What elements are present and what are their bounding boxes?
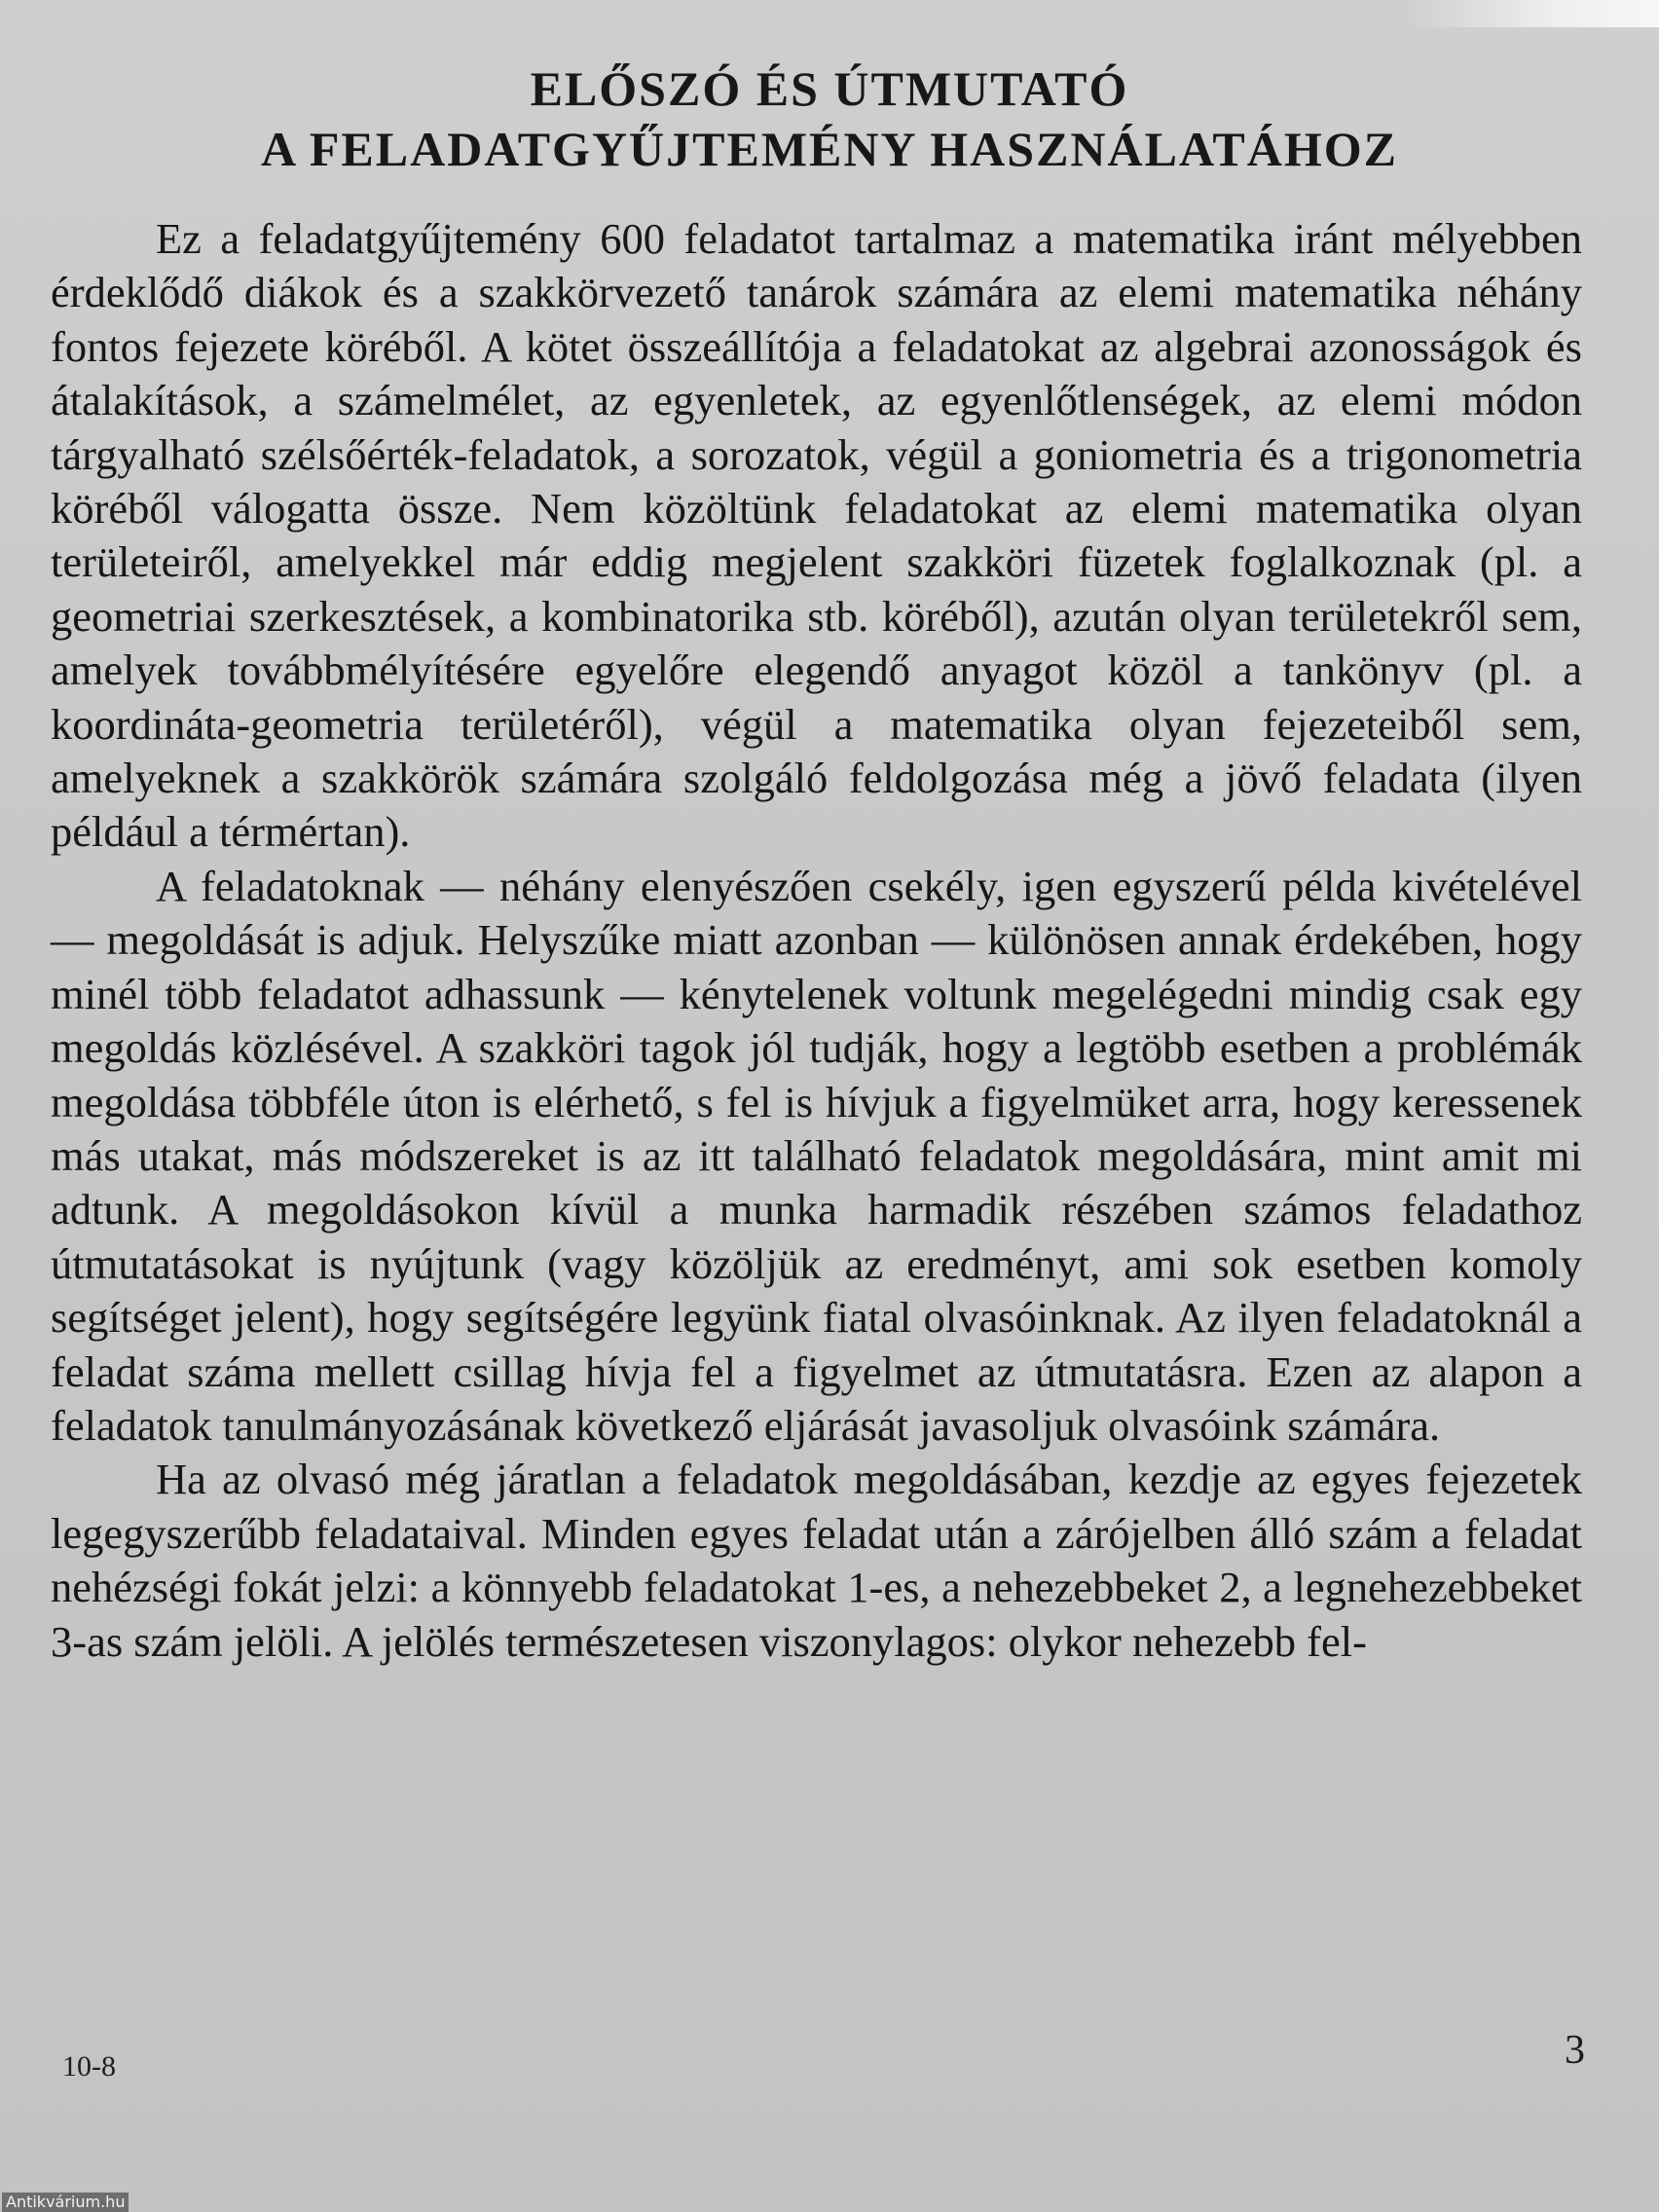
paragraph-3: Ha az olvasó még járatlan a feladatok megoldásában, kezdje az egyes fejezetek legegyszerűbb feladataival. Minden egyes feladat után a zárójelben álló szám a feladat nehézségi fokát jelzi: a könnyebb feladatokat 1-es, a nehezebbeket 2, a legnehezebbeket 3-as szám jelöli. A jelölés természetesen viszonylagos: olykor nehezebb fel- bbox=[51, 1455, 1582, 1666]
page-corner-highlight bbox=[1406, 0, 1659, 27]
printer-signature: 10-8 bbox=[62, 2050, 116, 2083]
paragraph-2: A feladatoknak — néhány elenyészően csekély, igen egyszerű példa kivételével — megoldását is adjuk. Helyszűke miatt azonban — különösen annak érdekében, hogy minél több feladatot adhassunk — kénytelenek voltunk megelégedni mindig csak egy megoldás közlésével. A szakköri tagok jól tudják, hogy a legtöbb esetben a problémák megoldása többféle úton is elérhető, s fel is hívjuk a figyelmüket arra, hogy keressenek más utakat, más módszereket is az itt található feladatok megoldására, mint amit mi adtunk. A megoldásokon kívül a munka harmadik részében számos feladathoz útmutatásokat is nyújtunk (vagy közöljük az eredményt, ami sok esetben komoly segítséget jelent), hogy segítségére legyünk fiatal olvasóinknak. Az ilyen feladatoknál a feladat száma mellett csillag hívja fel a figyelmet az útmutatásra. Ezen az alapon a feladatok tanulmányozásának következő eljárását javasoljuk olvasóink számára. bbox=[51, 861, 1582, 1450]
page-number: 3 bbox=[1565, 2028, 1585, 2073]
paragraph-1: Ez a feladatgyűjtemény 600 feladatot tartalmaz a matematika iránt mélyebben érdeklődő diákok és a szakkörvezető tanárok számára az elemi matematika néhány fontos fejezete köréből. A kötet összeállítója a feladatokat az algebrai azonosságok és átalakítások, a számelmélet, az egyenletek, az egyenlőtlenségek, az elemi módon tárgyalható szélsőérték-feladatok, a sorozatok, végül a goniometria és a trigonometria köréből válogatta össze. Nem közöltünk feladatokat az elemi matematika olyan területeiről, amelyekkel már eddig megjelent szakköri füzetek foglalkoznak (pl. a geometriai szerkesztések, a kombinatorika stb. köréből), azután olyan területekről sem, amelyek továbbmélyítésére egyelőre elegendő anyagot közöl a tankönyv (pl. a koordináta-geometria területéről), végül a matematika olyan fejezeteiből sem, amelyeknek a szakkörök számára szolgáló feldolgozása még a jövő feladata (ilyen például a térmértan). bbox=[51, 214, 1582, 857]
watermark: Antikvárium.hu bbox=[2, 2193, 129, 2212]
body-text bbox=[51, 212, 1582, 1669]
title-line-1: ELŐSZÓ ÉS ÚTMUTATÓ bbox=[530, 61, 1129, 116]
page-title bbox=[0, 58, 1659, 179]
title-line-2: A FELADATGYŰJTEMÉNY HASZNÁLATÁHOZ bbox=[261, 122, 1398, 176]
